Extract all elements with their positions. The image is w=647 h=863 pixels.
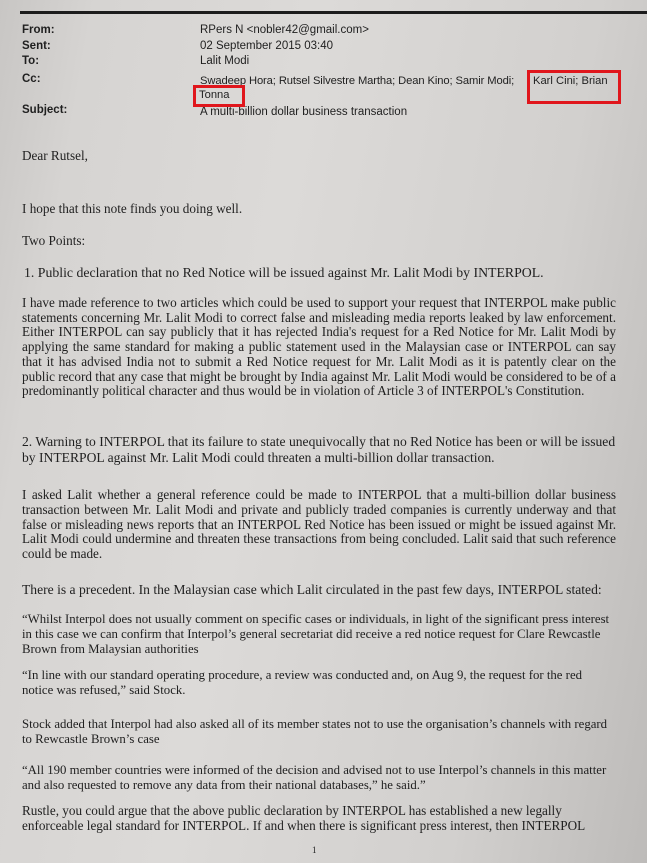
header-rule (20, 11, 647, 14)
highlight-box-2 (193, 85, 245, 107)
paragraph: Rustle, you could argue that the above public declaration by INTERPOL has established a new legally enforceable legal standard for INTERPOL. If and when there is significant press interest, then INTERPOL (22, 803, 586, 833)
cc-highlighted-names: Karl Cini; Brian (533, 75, 608, 87)
paragraph: Two Points: (22, 233, 86, 248)
quote: “All 190 member countries were informed of the decision and advised not to use Interpol’s channels in this matter and also requested to remove any data from their national databases,” he said.” (22, 763, 607, 792)
cc-highlighted-name-2: Tonna (199, 89, 230, 101)
point-1-heading: 1. Public declaration that no Red Notice will be issued against Mr. Lalit Modi by INTERPOL. (24, 265, 544, 280)
sent-label: Sent: (22, 40, 51, 52)
highlight-box-1 (527, 70, 621, 104)
paragraph: I asked Lalit whether a general reference could be made to INTERPOL that a multi-billion dollar business transaction between Mr. Lalit Modi and private and publicly traded companies is currently underway and that false or misleading news reports that an INTERPOL Red Notice has been issued or might be issued against Mr. Lalit Modi could undermine and threaten these transactions from being concluded. Lalit said that such reference could be made. (22, 487, 616, 562)
to-value: Lalit Modi (200, 55, 250, 67)
point-2-heading: 2. Warning to INTERPOL that its failure to state unequivocally that no Red Notice has been or will be issued by INTERPOL against Mr. Lalit Modi could threaten a multi-billion dollar transaction. (22, 434, 616, 465)
subject-value: A multi-billion dollar business transaction (200, 106, 408, 118)
cc-value: Swadeep Hora; Rutsel Silvestre Martha; Dean Kino; Samir Modi; (200, 75, 515, 87)
quote: Stock added that Interpol had also asked all of its member states not to use the organisation’s channels with regard to Rewcastle Brown’s case (22, 717, 608, 746)
greeting: Dear Rutsel, (22, 148, 88, 163)
cc-label: Cc: (22, 73, 41, 85)
subject-label: Subject: (22, 104, 68, 116)
paragraph: There is a precedent. In the Malaysian case which Lalit circulated in the past few days, INTERPOL stated: (22, 582, 602, 597)
sent-value: 02 September 2015 03:40 (200, 40, 333, 52)
paragraph: I have made reference to two articles which could be used to support your request that INTERPOL make public statements concerning Mr. Lalit Modi to correct false and misleading media reports leaked by law enforcement. Either INTERPOL can say publicly that it has rejected India's request for a Red Notice for Mr. Lalit Modi by applying the same standard for making a public statement used in the Malaysian case or INTERPOL can say that it has advised India not to submit a Red Notice request for Mr. Lalit Modi as it is patently clear on the public record that any case that might be brought by India against Mr. Lalit Modi would be considered to be of a predominantly political character and thus would be in violation of Article 3 of INTERPOL's Constitution. (22, 295, 616, 399)
to-label: To: (22, 55, 40, 67)
from-value: RPers N <nobler42@gmail.com> (200, 24, 369, 36)
quote: “Whilst Interpol does not usually comment on specific cases or individuals, in light of the significant press interest in this case we can confirm that Interpol’s general secretariat did receive a red notice request for Clare Rewcastle Brown from Malaysian authorities (22, 612, 610, 656)
paragraph: I hope that this note finds you doing well. (22, 201, 243, 216)
quote: “In line with our standard operating procedure, a review was conducted and, on Aug 9, the request for the red notice was refused,” said Stock. (22, 668, 583, 697)
page-number: 1 (312, 845, 317, 855)
from-label: From: (22, 24, 55, 36)
